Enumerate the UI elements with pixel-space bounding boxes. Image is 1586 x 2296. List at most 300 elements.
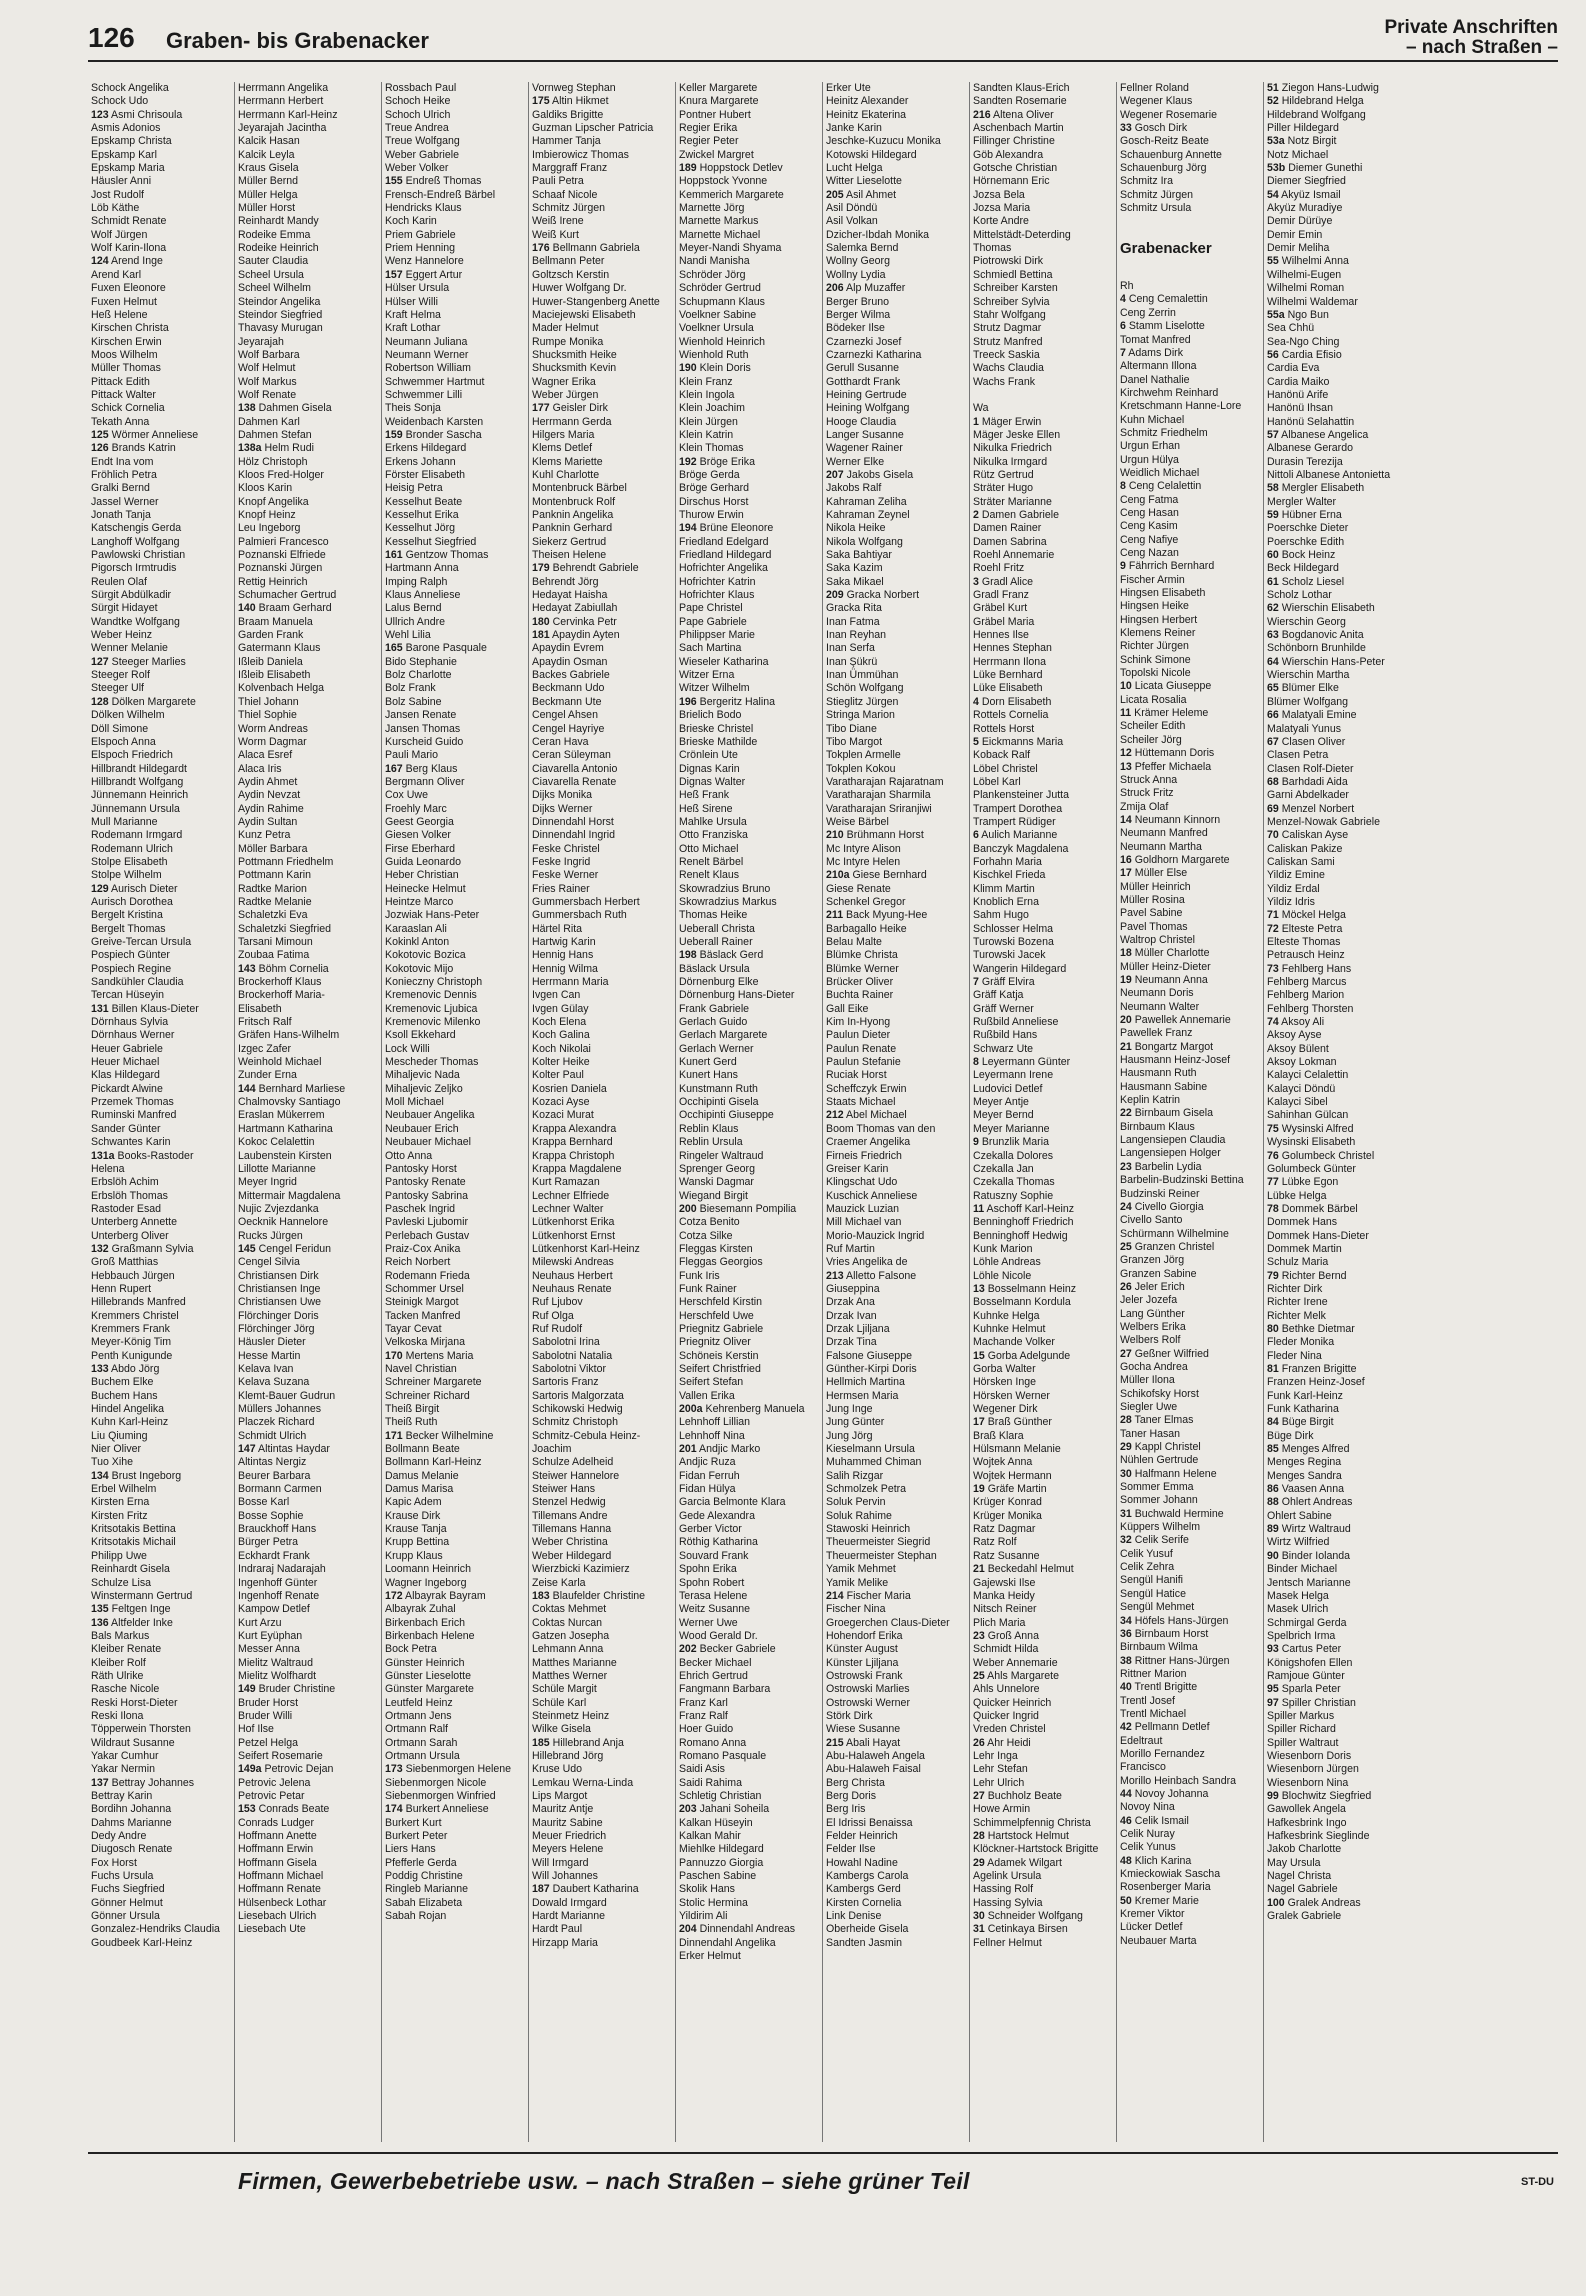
- directory-entry: Hooge Claudia: [826, 415, 897, 428]
- house-number: 172: [385, 1589, 403, 1602]
- directory-entry: Treue Andrea: [385, 122, 449, 135]
- directory-entry: Huwer Wolfgang Dr.: [532, 282, 627, 295]
- directory-entry: Dijks Werner: [532, 802, 593, 815]
- house-number: 27: [1120, 1347, 1132, 1360]
- directory-entry: Mihaljevic Nada: [385, 1069, 460, 1082]
- house-number: 125: [91, 428, 109, 441]
- directory-entry: Sürgit Hidayet: [91, 602, 158, 615]
- directory-entry: Unterberg Oliver: [91, 1229, 169, 1242]
- house-number: 28: [1120, 1414, 1132, 1427]
- directory-entry: Witter Lieselotte: [826, 175, 902, 188]
- directory-entry: Nikulka Friedrich: [973, 442, 1052, 455]
- directory-entry: Fellner Roland: [1120, 82, 1189, 94]
- directory-entry: Malatyali Yunus: [1267, 722, 1342, 735]
- directory-entry: Tayar Cevat: [385, 1322, 442, 1335]
- directory-entry: Rottels Horst: [973, 722, 1035, 735]
- directory-entry: Hoffmann Anette: [238, 1830, 317, 1843]
- directory-entry: Berg Iris: [826, 1803, 866, 1816]
- directory-entry: Vornweg Stephan: [532, 82, 616, 94]
- directory-entry: Röthig Katharina: [679, 1536, 758, 1549]
- directory-entry: Epskamp Maria: [91, 162, 165, 175]
- directory-entry: Winstermann Gertrud: [91, 1589, 193, 1602]
- directory-entry: 174 Burkert Anneliese: [385, 1803, 489, 1816]
- directory-entry: 203 Jahani Soheila: [679, 1803, 770, 1816]
- directory-entry: Liesebach Ute: [238, 1923, 306, 1936]
- directory-entry: Nier Oliver: [91, 1443, 142, 1456]
- directory-entry: Kretschmann Hanne-Lore: [1120, 400, 1242, 413]
- directory-entry: Hof Ilse: [238, 1723, 274, 1736]
- directory-entry: 28 Hartstock Helmut: [973, 1830, 1069, 1843]
- directory-entry: Steiwer Hans: [532, 1483, 595, 1496]
- directory-entry: 200a Kehrenberg Manuela: [679, 1403, 805, 1416]
- directory-entry: Bock Petra: [385, 1643, 437, 1656]
- directory-entry: Sträter Marianne: [973, 495, 1052, 508]
- directory-entry: Klems Detlef: [532, 442, 593, 455]
- house-number: 153: [238, 1803, 256, 1816]
- directory-entry: 9 Brunzlik Maria: [973, 1136, 1049, 1149]
- directory-entry: Ivgen Gülay: [532, 1002, 589, 1015]
- directory-entry: Konieczny Christoph: [385, 976, 483, 989]
- directory-entry: Rasche Nicole: [91, 1683, 160, 1696]
- directory-entry: Saka Bahtiyar: [826, 549, 892, 562]
- directory-entry: Poznanski Jürgen: [238, 562, 323, 575]
- directory-entry: 135 Feltgen Inge: [91, 1603, 171, 1616]
- directory-entry: Morillo Fernandez: [1120, 1747, 1205, 1760]
- directory-entry: Sahinhan Gülcan: [1267, 1109, 1349, 1122]
- directory-entry: Jassel Werner: [91, 495, 159, 508]
- directory-entry: Fehlberg Marion: [1267, 989, 1345, 1002]
- directory-entry: Thiel Johann: [238, 695, 299, 708]
- directory-entry: Sartoris Malgorzata: [532, 1389, 624, 1402]
- directory-entry: 147 Altintas Haydar: [238, 1443, 330, 1456]
- house-number: 145: [238, 1242, 256, 1255]
- directory-entry: Heining Wolfgang: [826, 402, 910, 415]
- directory-entry: Gralek Gabriele: [1267, 1910, 1342, 1923]
- directory-entry: Frank Gabriele: [679, 1002, 750, 1015]
- directory-entry: Wagner Erika: [532, 375, 596, 388]
- directory-entry: Saidi Rahima: [679, 1776, 743, 1789]
- directory-entry: Wildraut Susanne: [91, 1736, 175, 1749]
- directory-entry: Bergmann Oliver: [385, 775, 465, 788]
- directory-entry: 3 Gradl Alice: [973, 575, 1034, 588]
- directory-entry: Kirschen Erwin: [91, 335, 162, 348]
- house-number: 176: [532, 242, 550, 255]
- directory-entry: Link Denise: [826, 1910, 882, 1923]
- directory-entry: 24 Civello Giorgia: [1120, 1200, 1204, 1213]
- directory-entry: Kampow Detlef: [238, 1603, 310, 1616]
- directory-entry: Ehrich Gertrud: [679, 1669, 748, 1682]
- directory-entry: Thomas: [973, 242, 1012, 255]
- directory-entry: Rumpe Monika: [532, 335, 604, 348]
- directory-entry: Rodemann Irmgard: [91, 829, 183, 842]
- directory-entry: Aksoy Bülent: [1267, 1042, 1329, 1055]
- directory-entry: Conrads Ludger: [238, 1816, 314, 1829]
- directory-entry: Meyer-König Tim: [91, 1336, 172, 1349]
- directory-entry: Meyer Antje: [973, 1096, 1029, 1109]
- directory-entry: Weiß Kurt: [532, 228, 579, 241]
- directory-entry: Stieglitz Jürgen: [826, 695, 899, 708]
- directory-entry: 216 Altena Oliver: [973, 108, 1054, 121]
- directory-entry: Ruf Olga: [532, 1309, 574, 1322]
- directory-entry: Philipp Uwe: [91, 1549, 147, 1562]
- directory-entry: 131 Billen Klaus-Dieter: [91, 1002, 199, 1015]
- directory-entry: Wysinski Elisabeth: [1267, 1136, 1356, 1149]
- directory-entry: Müller Thomas: [91, 362, 161, 375]
- directory-entry: 144 Bernhard Marliese: [238, 1082, 346, 1095]
- house-number: 2: [973, 509, 979, 521]
- directory-entry: Imping Ralph: [385, 575, 448, 588]
- house-number: 70: [1267, 829, 1279, 842]
- directory-entry: Aksoy Lokman: [1267, 1056, 1337, 1069]
- directory-entry: Mäger Jeske Ellen: [973, 428, 1061, 441]
- directory-entry: Civello Santo: [1120, 1214, 1183, 1227]
- directory-entry: Wagner Ingeborg: [385, 1576, 467, 1589]
- directory-entry: 60 Bock Heinz: [1267, 549, 1336, 562]
- directory-entry: Firse Eberhard: [385, 842, 456, 855]
- directory-entry: Diugosch Renate: [91, 1843, 173, 1856]
- directory-entry: Danel Nathalie: [1120, 373, 1190, 386]
- directory-entry: Forhahn Maria: [973, 855, 1042, 868]
- directory-entry: Kischkel Frieda: [973, 869, 1046, 882]
- directory-entry: Romano Anna: [679, 1736, 747, 1749]
- directory-entry: 187 Daubert Katharina: [532, 1883, 639, 1896]
- directory-entry: Inan Reyhan: [826, 629, 887, 642]
- directory-entry: Hardt Paul: [532, 1923, 583, 1936]
- directory-entry: Scheiler Edith: [1120, 720, 1186, 733]
- directory-entry: Schreiber Karsten: [973, 282, 1058, 295]
- house-number: 90: [1267, 1549, 1279, 1562]
- directory-entry: Mahlke Ursula: [679, 815, 747, 828]
- house-number: 30: [1120, 1467, 1132, 1480]
- house-number: 214: [826, 1589, 844, 1602]
- directory-entry: Siebenmorgen Nicole: [385, 1776, 487, 1789]
- directory-entry: Hartmann Anna: [385, 562, 459, 575]
- house-number: 65: [1267, 682, 1279, 695]
- directory-entry: Varatharajan Rajaratnam: [826, 775, 944, 788]
- house-number: 129: [91, 882, 109, 895]
- directory-entry: Kmieckowiak Sascha: [1120, 1868, 1221, 1881]
- directory-entry: Groß Matthias: [91, 1256, 159, 1269]
- directory-entry: 7 Adams Dirk: [1120, 346, 1184, 359]
- directory-entry: Ruminski Manfred: [91, 1109, 177, 1122]
- directory-entry: Knopf Angelika: [238, 495, 309, 508]
- directory-entry: Sandkühler Claudia: [91, 976, 184, 989]
- directory-entry: Krupp Klaus: [385, 1549, 443, 1562]
- directory-entry: Erbslöh Achim: [91, 1176, 159, 1189]
- directory-entry: Edeltraut: [1120, 1734, 1163, 1747]
- page-number: 126: [88, 22, 135, 53]
- directory-entry: Yakar Cumhur: [91, 1749, 159, 1762]
- directory-entry: 11 Aschoff Karl-Heinz: [973, 1202, 1075, 1215]
- house-number: 100: [1267, 1896, 1285, 1909]
- directory-entry: 140 Braam Gerhard: [238, 602, 332, 615]
- directory-entry: Kalayci Celalettin: [1267, 1069, 1349, 1082]
- directory-entry: Kieselmann Ursula: [826, 1443, 915, 1456]
- directory-entry: Pottmann Friedhelm: [238, 855, 334, 868]
- directory-entry: Heß Sirene: [679, 802, 733, 815]
- directory-entry: Agelink Ursula: [973, 1870, 1042, 1883]
- directory-entry: Steindor Angelika: [238, 295, 321, 308]
- directory-entry: Dijks Monika: [532, 789, 593, 802]
- directory-entry: Brücker Oliver: [826, 976, 894, 989]
- directory-entry: Tillemans Hanna: [532, 1523, 612, 1536]
- directory-entry: Schreiber Sylvia: [973, 295, 1050, 308]
- directory-entry: Pantosky Sabrina: [385, 1189, 469, 1202]
- directory-entry: Hoffmann Michael: [238, 1870, 324, 1883]
- directory-entry: Mc Intyre Helen: [826, 855, 901, 868]
- directory-entry: Knopf Heinz: [238, 509, 296, 521]
- house-number: 198: [679, 949, 697, 962]
- directory-entry: Bollmann Karl-Heinz: [385, 1456, 482, 1469]
- directory-entry: Gerlach Werner: [679, 1042, 754, 1055]
- directory-entry: Lillotte Marianne: [238, 1162, 316, 1175]
- directory-entry: Meyer Bernd: [973, 1109, 1034, 1122]
- directory-entry: Mihaljevic Zeljko: [385, 1082, 463, 1095]
- page-header: [88, 18, 1558, 62]
- directory-entry: 48 Klich Karina: [1120, 1854, 1192, 1867]
- directory-entry: [1120, 267, 1259, 280]
- directory-entry: Bosselmann Kordula: [973, 1296, 1071, 1309]
- directory-entry: Paschek Ingrid: [385, 1202, 456, 1215]
- section-title: [1384, 18, 1558, 58]
- house-number: 194: [679, 522, 697, 535]
- directory-entry: Piotrowski Dirk: [973, 255, 1044, 268]
- directory-entry: Vreden Christel: [973, 1723, 1046, 1736]
- house-number: 17: [1120, 867, 1132, 880]
- directory-entry: Paschen Sabine: [679, 1870, 757, 1883]
- directory-entry: 212 Abel Michael: [826, 1109, 907, 1122]
- directory-entry: Töpperwein Thorsten: [91, 1723, 191, 1736]
- house-number: 34: [1120, 1614, 1132, 1627]
- directory-entry: Weidlich Michael: [1120, 466, 1200, 479]
- directory-entry: Leyermann Irene: [973, 1069, 1054, 1082]
- directory-entry: 153 Conrads Beate: [238, 1803, 330, 1816]
- directory-entry: Occhipinti Gisela: [679, 1096, 759, 1109]
- directory-entry: Hingsen Herbert: [1120, 613, 1198, 626]
- directory-entry: Tarsani Mimoun: [238, 936, 313, 948]
- directory-entry: Theuermeister Stephan: [826, 1549, 937, 1562]
- directory-entry: Hillebrands Manfred: [91, 1296, 186, 1309]
- directory-entry: Celik Yusuf: [1120, 1547, 1173, 1560]
- directory-entry: Birnbaum Klaus: [1120, 1120, 1195, 1133]
- directory-entry: Dowald Irmgard: [532, 1896, 607, 1909]
- directory-entry: Mescheder Thomas: [385, 1056, 479, 1069]
- directory-entry: Felder Heinrich: [826, 1830, 898, 1843]
- directory-entry: Renelt Klaus: [679, 869, 740, 882]
- directory-entry: Bürger Petra: [238, 1536, 299, 1549]
- directory-entry: Braam Manuela: [238, 615, 313, 628]
- directory-entry: Weber Heinz: [91, 629, 153, 642]
- directory-entry: Kraus Gisela: [238, 162, 299, 175]
- directory-entry: Rastoder Esad: [91, 1202, 162, 1215]
- directory-entry: Herschfeld Uwe: [679, 1309, 754, 1322]
- directory-entry: Kraft Lothar: [385, 322, 441, 335]
- directory-entry: Kemmerich Margarete: [679, 188, 784, 201]
- directory-entry: Kuschick Anneliese: [826, 1189, 918, 1202]
- directory-entry: Pottmann Karin: [238, 869, 312, 882]
- directory-entry: Roehl Annemarie: [973, 549, 1055, 562]
- directory-entry: Berger Bruno: [826, 295, 890, 308]
- directory-entry: Schick Cornelia: [91, 402, 165, 415]
- directory-entry: 123 Asmi Chrisoula: [91, 108, 183, 121]
- directory-entry: Soluk Rahime: [826, 1509, 892, 1522]
- footer-note: Firmen, Gewerbebetriebe usw. – nach Straßen – siehe grüner Teil: [238, 2168, 970, 2194]
- directory-entry: Rodeike Heinrich: [238, 242, 319, 255]
- directory-entry: Wenner Melanie: [91, 642, 168, 655]
- directory-entry: Räth Ulrike: [91, 1669, 144, 1682]
- directory-entry: Pape Christel: [679, 602, 743, 615]
- directory-entry: Tokplen Armelle: [826, 749, 901, 762]
- directory-entry: Hülser Willi: [385, 295, 438, 308]
- house-number: 137: [91, 1776, 109, 1789]
- directory-entry: Rossbach Paul: [385, 82, 457, 94]
- directory-entry: Drzak Tina: [826, 1336, 877, 1349]
- directory-entry: Gräff Katja: [973, 989, 1024, 1002]
- directory-entry: Wanski Dagmar: [679, 1176, 754, 1189]
- directory-entry: 211 Back Myung-Hee: [826, 909, 928, 922]
- directory-entry: Nujic Zvjezdanka: [238, 1202, 319, 1215]
- directory-entry: Hennig Hans: [532, 949, 594, 962]
- directory-entry: Dörnhaus Werner: [91, 1029, 175, 1042]
- directory-entry: Garni Abdelkader: [1267, 789, 1349, 802]
- directory-entry: 206 Alp Muzaffer: [826, 282, 906, 295]
- directory-entry: Plich Maria: [973, 1616, 1026, 1629]
- directory-entry: Ramjoue Günter: [1267, 1669, 1345, 1682]
- house-number: 155: [385, 175, 403, 188]
- directory-entry: Schletig Christian: [679, 1790, 762, 1802]
- directory-entry: Souvard Frank: [679, 1549, 749, 1562]
- directory-entry: Petrausch Heinz: [1267, 949, 1345, 962]
- directory-entry: Abu-Halaweh Angela: [826, 1749, 925, 1762]
- directory-entry: Nagel Gabriele: [1267, 1883, 1338, 1896]
- directory-entry: Eraslan Mükerrem: [238, 1109, 325, 1122]
- directory-entry: Rottels Cornelia: [973, 709, 1049, 722]
- house-number: 211: [826, 909, 844, 922]
- directory-entry: Will Irmgard: [532, 1856, 589, 1869]
- directory-entry: Schmidt Hilda: [973, 1643, 1039, 1656]
- directory-entry: Salemka Bernd: [826, 242, 899, 255]
- directory-entry: Barbagallo Heike: [826, 922, 907, 935]
- directory-entry: Apaydin Osman: [532, 655, 608, 668]
- house-number: 53a: [1267, 135, 1285, 148]
- directory-entry: Witzer Wilhelm: [679, 682, 750, 695]
- directory-entry: 12 Hüttemann Doris: [1120, 747, 1215, 760]
- directory-entry: 53a Notz Birgit: [1267, 135, 1337, 148]
- directory-entry: Schaaf Nicole: [532, 188, 598, 201]
- directory-entry: Velkoska Mirjana: [385, 1336, 466, 1349]
- directory-entry: Robertson William: [385, 362, 471, 375]
- directory-entry: Kurscheid Guido: [385, 735, 464, 748]
- house-number: 196: [679, 695, 697, 708]
- directory-entry: 6 Aulich Marianne: [973, 829, 1058, 842]
- house-number: 149: [238, 1683, 256, 1696]
- directory-entry: Inan Fatma: [826, 615, 880, 628]
- directory-entry: Schwemmer Hartmut: [385, 375, 485, 388]
- directory-entry: Krüger Monika: [973, 1509, 1042, 1522]
- directory-entry: Treeck Saskia: [973, 348, 1040, 361]
- directory-entry: Herrmann Maria: [532, 976, 609, 989]
- directory-entry: Liesebach Ulrich: [238, 1910, 317, 1923]
- directory-entry: Bergelt Thomas: [91, 922, 166, 935]
- house-number: 203: [679, 1803, 697, 1816]
- directory-entry: 51 Ziegon Hans-Ludwig: [1267, 82, 1379, 94]
- directory-entry: Günther-Kirpi Doris: [826, 1363, 917, 1375]
- house-number: 42: [1120, 1721, 1132, 1734]
- directory-entry: Kambergs Gerd: [826, 1883, 901, 1896]
- directory-entry: Richter Melk: [1267, 1309, 1326, 1322]
- house-number: 20: [1120, 1014, 1132, 1027]
- directory-entry: Heintze Marco: [385, 895, 454, 908]
- section-title-line-1: Private Anschriften: [1384, 17, 1558, 38]
- directory-entry: Garcia Belmonte Klara: [679, 1496, 786, 1509]
- directory-entry: Fuxen Helmut: [91, 295, 157, 308]
- directory-entry: Fidan Ferruh: [679, 1469, 740, 1482]
- directory-entry: Fritsch Ralf: [238, 1016, 292, 1029]
- directory-entry: 90 Binder Iolanda: [1267, 1549, 1351, 1562]
- directory-entry: 71 Möckel Helga: [1267, 909, 1346, 922]
- directory-entry: Ceng Kasim: [1120, 520, 1178, 533]
- directory-entry: Menzel-Nowak Gabriele: [1267, 815, 1381, 828]
- directory-entry: 15 Gorba Adelgunde: [973, 1349, 1071, 1362]
- directory-entry: Krupp Bettina: [385, 1536, 450, 1549]
- directory-entry: Wieseler Katharina: [679, 655, 769, 668]
- directory-entry: Ringleb Marianne: [385, 1883, 469, 1896]
- directory-entry: Gorba Walter: [973, 1363, 1036, 1375]
- directory-entry: Kalayci Sibel: [1267, 1096, 1328, 1109]
- directory-entry: Ostrowski Frank: [826, 1669, 903, 1682]
- directory-entry: Theuermeister Siegrid: [826, 1536, 931, 1549]
- directory-entry: Schröder Gertrud: [679, 282, 761, 295]
- directory-entry: Radtke Marion: [238, 882, 307, 895]
- directory-entry: Philippser Marie: [679, 629, 755, 642]
- directory-entry: Granzen Sabine: [1120, 1267, 1197, 1280]
- directory-entry: Heisig Petra: [385, 482, 443, 495]
- directory-entry: Schmolzek Petra: [826, 1483, 907, 1496]
- directory-column: [1264, 82, 1411, 2142]
- directory-entry: 93 Cartus Peter: [1267, 1643, 1342, 1656]
- directory-entry: Herrmann Ilona: [973, 655, 1047, 668]
- directory-entry: Renelt Bärbel: [679, 855, 744, 868]
- directory-entry: 149 Bruder Christine: [238, 1683, 336, 1696]
- house-number: 74: [1267, 1016, 1279, 1029]
- house-number: 159: [385, 428, 403, 441]
- directory-entry: 129 Aurisch Dieter: [91, 882, 178, 895]
- running-title: Graben- bis Grabenacker: [166, 28, 429, 53]
- directory-entry: Plankensteiner Jutta: [973, 789, 1069, 802]
- directory-entry: Kunert Hans: [679, 1069, 738, 1082]
- directory-entry: Krappa Bernhard: [532, 1136, 613, 1149]
- directory-entry: Ingenhoff Günter: [238, 1576, 318, 1589]
- directory-entry: Kuhl Charlotte: [532, 468, 600, 481]
- house-number: 202: [679, 1643, 697, 1656]
- directory-entry: Brauckhoff Hans: [238, 1523, 317, 1536]
- directory-entry: Jansen Renate: [385, 709, 457, 722]
- directory-entry: Ruf Martin: [826, 1242, 875, 1255]
- directory-entry: 149a Petrovic Dejan: [238, 1763, 334, 1776]
- directory-entry: Montenbruck Rolf: [532, 495, 616, 508]
- house-number: 28: [973, 1830, 985, 1843]
- directory-entry: Aksoy Ayse: [1267, 1029, 1322, 1042]
- directory-entry: Gummersbach Herbert: [532, 895, 640, 908]
- directory-entry: Jozsa Bela: [973, 188, 1025, 201]
- directory-entry: Müller Bernd: [238, 175, 299, 188]
- directory-entry: Hillbrandt Wolfgang: [91, 775, 184, 788]
- directory-entry: Pavleski Ljubomir: [385, 1216, 469, 1229]
- directory-entry: Dommek Hans-Dieter: [1267, 1229, 1369, 1242]
- directory-entry: Schaletzki Eva: [238, 909, 308, 922]
- directory-entry: Hörsken Inge: [973, 1376, 1037, 1389]
- directory-entry: Ratz Dagmar: [973, 1523, 1036, 1536]
